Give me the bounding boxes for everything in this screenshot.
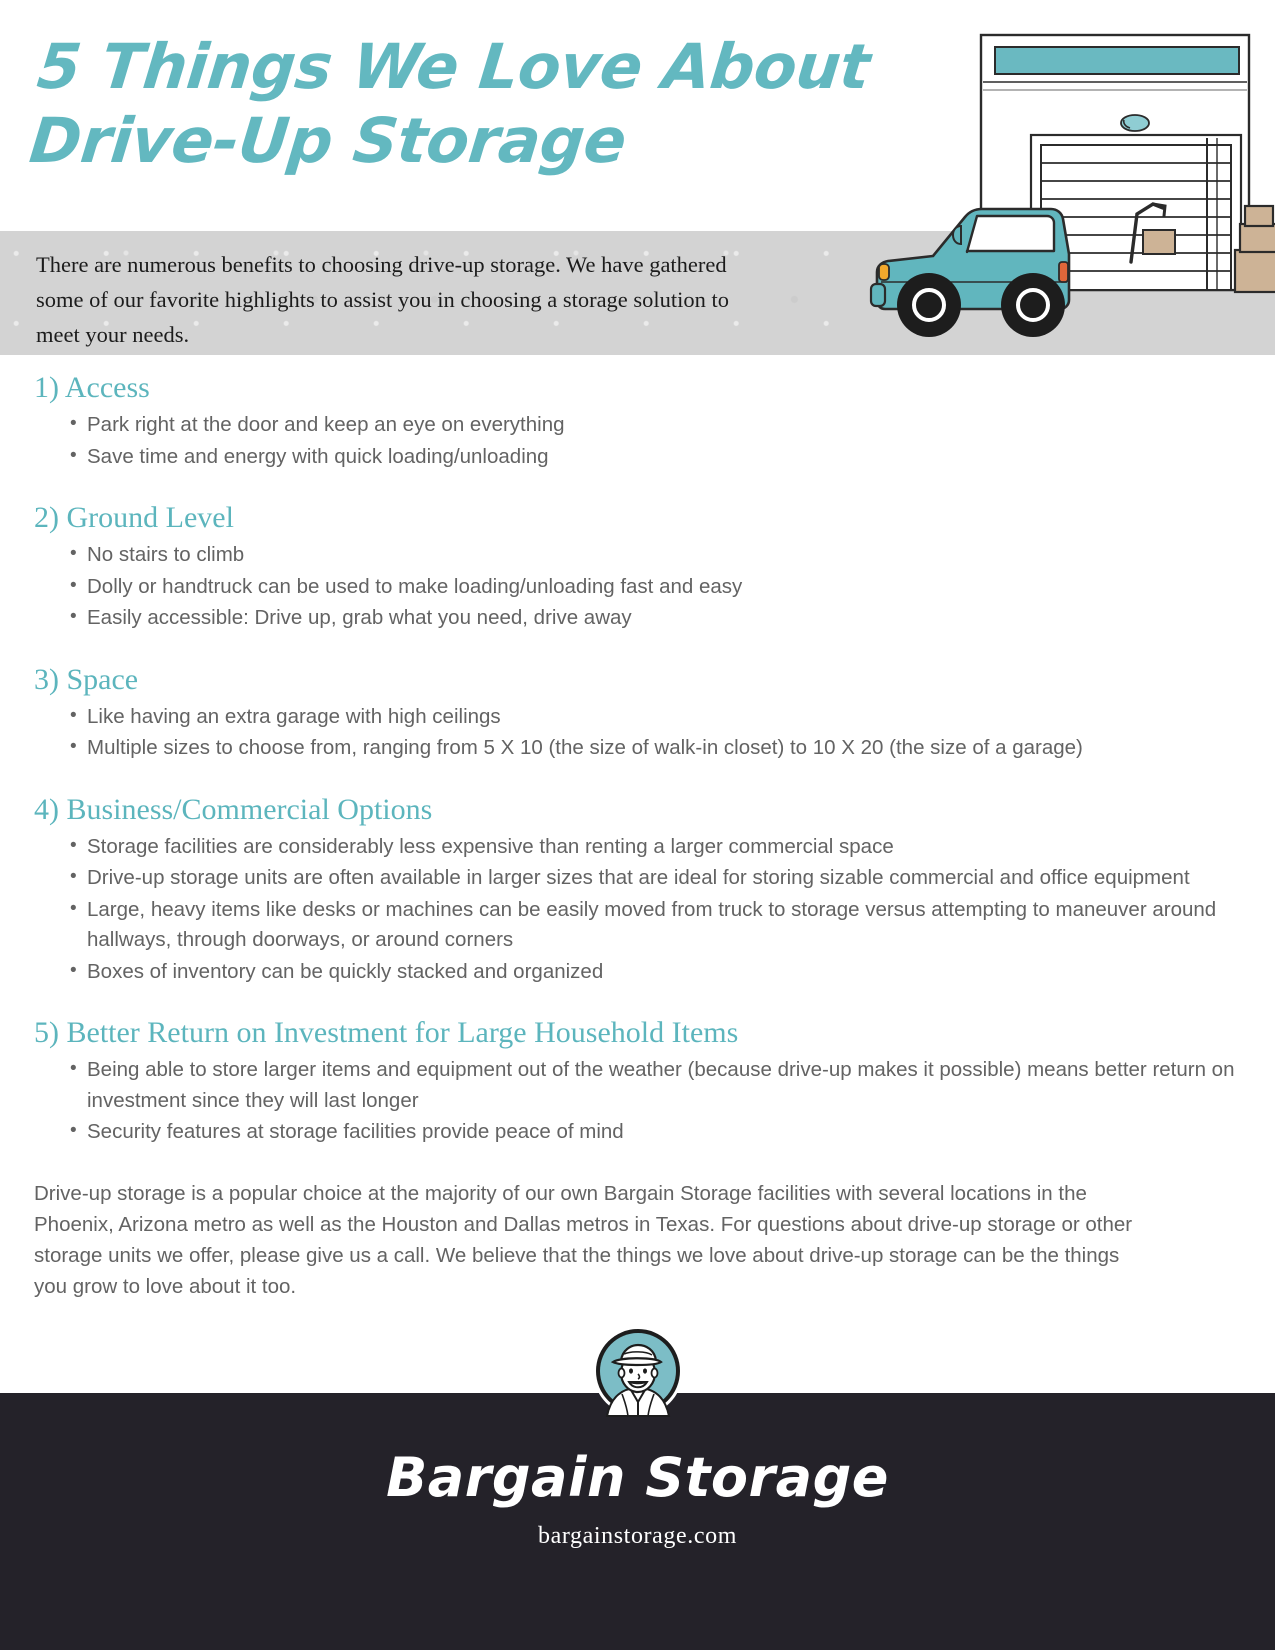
list-item: • Dolly or handtruck can be used to make loading/unloading fast and easy <box>70 572 1241 603</box>
list-item: • Being able to store larger items and equipment out of the weather (because drive-up makes it possible) means better return on investment since they will last longer <box>70 1055 1241 1116</box>
storage-man-badge-icon <box>591 1324 685 1418</box>
section-heading: 1) Access <box>34 371 150 404</box>
list-item: • Security features at storage facilities provide peace of mind <box>70 1117 1241 1148</box>
page-title <box>26 30 874 178</box>
brand-name: Bargain Storage <box>386 1446 889 1509</box>
section-heading: 3) Space <box>34 662 139 696</box>
section-space <box>34 660 1241 764</box>
list-item: • Storage facilities are considerably less expensive than renting a larger commercial space <box>70 832 1241 863</box>
list-item: • No stairs to climb <box>70 540 1241 571</box>
page-title-line-2: Drive-Up Storage <box>26 104 630 177</box>
section-bullet-list <box>34 702 1241 764</box>
section-access <box>34 368 1241 472</box>
page-title-line-1: 5 Things We Love About <box>34 30 874 103</box>
section-bullet-list <box>34 832 1241 988</box>
section-heading: 4) Business/Commercial Options <box>34 792 433 826</box>
brand-url[interactable]: bargainstorage.com <box>538 1523 737 1549</box>
list-item: • Boxes of inventory can be quickly stacked and organized <box>70 957 1241 988</box>
list-item: • Like having an extra garage with high ceilings <box>70 702 1241 733</box>
footer <box>0 1393 1275 1650</box>
list-item: • Drive-up storage units are often available in larger sizes that are ideal for storing sizable commercial and office equipment <box>70 863 1241 894</box>
list-item: • Large, heavy items like desks or machines can be easily moved from truck to storage versus attempting to maneuver around hallways, through doorways, or around corners <box>70 895 1241 956</box>
section-better-roi <box>34 1013 1241 1148</box>
section-heading: 2) Ground Level <box>34 501 234 534</box>
section-bullet-list <box>34 410 1241 472</box>
section-bullet-list <box>34 540 1241 634</box>
closing-paragraph: Drive-up storage is a popular choice at the majority of our own Bargain Storage facilities with several locations in the Phoenix, Arizona metro as well as the Houston and Dallas metros in Texas. For questions about drive-up storage or other storage units we offer, please give us a call. We believe that the things we love about drive-up storage can be the things you grow to love about it too. <box>34 1181 1133 1298</box>
drive-up-storage-illustration <box>855 0 1275 355</box>
hero-section <box>0 0 1275 368</box>
sections-container <box>0 368 1275 1302</box>
list-item: • Multiple sizes to choose from, ranging from 5 X 10 (the size of walk-in closet) to 10 X 20 (the size of a garage) <box>70 733 1241 764</box>
section-ground-level <box>34 498 1241 634</box>
section-heading: 5) Better Return on Investment for Large Household Items <box>34 1016 739 1049</box>
list-item: • Easily accessible: Drive up, grab what you need, drive away <box>70 603 1241 634</box>
section-business-commercial <box>34 790 1241 988</box>
intro-paragraph: There are numerous benefits to choosing drive-up storage. We have gathered some of our favorite highlights to assist you in choosing a storage solution to meet your needs. <box>36 252 730 347</box>
list-item: • Park right at the door and keep an eye on everything <box>70 410 1241 441</box>
list-item: • Save time and energy with quick loading/unloading <box>70 442 1241 473</box>
section-bullet-list <box>34 1055 1241 1148</box>
